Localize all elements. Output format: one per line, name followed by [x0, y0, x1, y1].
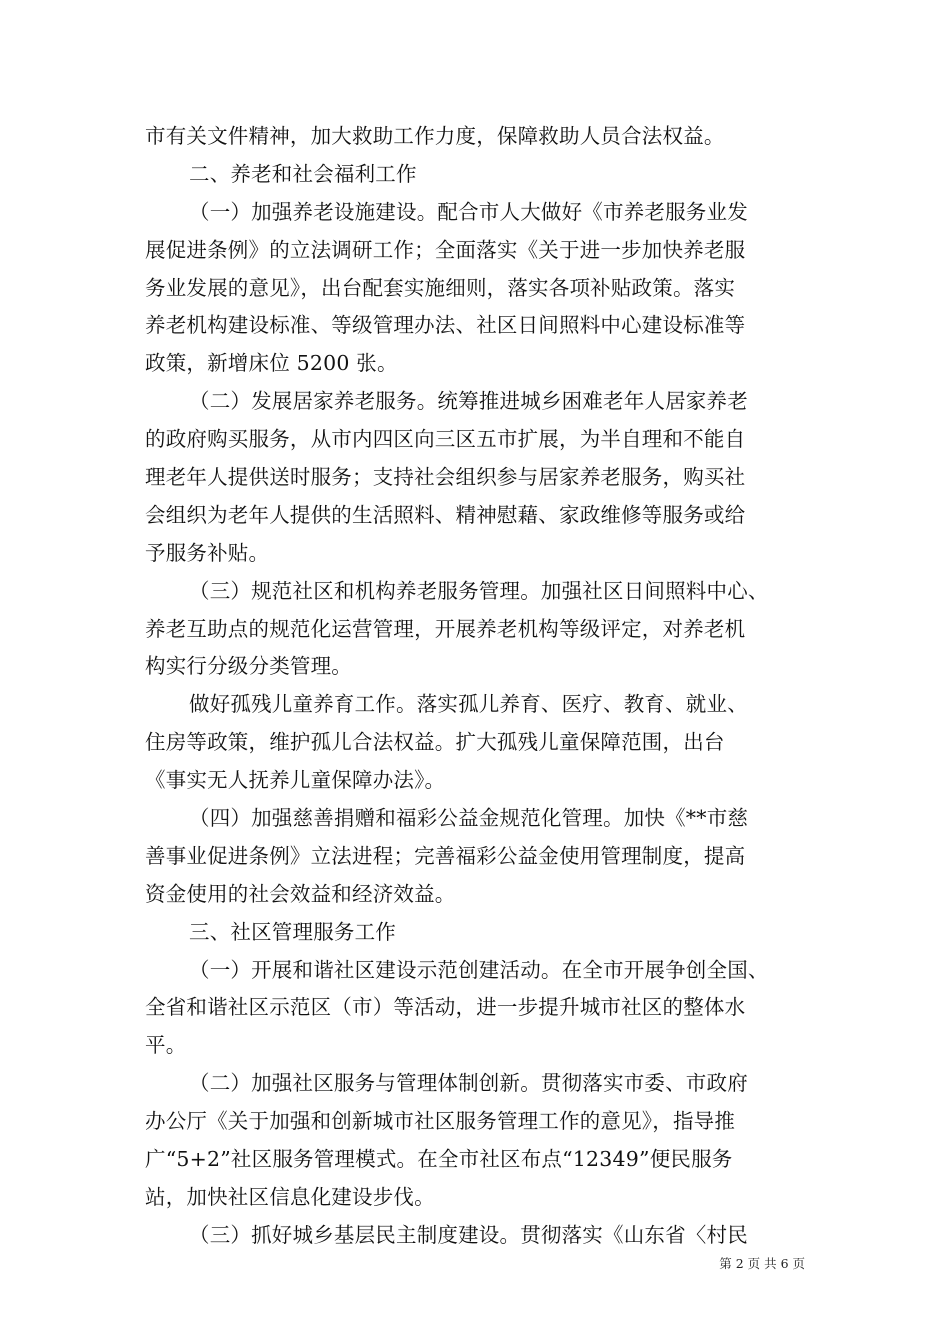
text-line: 做好孤残儿童养育工作。落实孤儿养育、医疗、教育、就业、: [189, 692, 748, 717]
text-line: 全省和谐社区示范区（市）等活动，进一步提升城市社区的整体水: [145, 995, 746, 1020]
text-line: 三、社区管理服务工作: [189, 919, 396, 944]
text-line: （三）抓好城乡基层民主制度建设。贯彻落实《山东省〈村民: [189, 1222, 748, 1247]
page-number-footer: 第 2 页 共 6 页: [719, 1256, 805, 1271]
text-line: 理老年人提供送时服务；支持社会组织参与居家养老服务，购买社: [145, 465, 746, 490]
text-line: 二、养老和社会福利工作: [189, 161, 417, 186]
text-line: 善事业促进条例》立法进程；完善福彩公益金使用管理制度，提高: [145, 843, 746, 868]
text-line: （三）规范社区和机构养老服务管理。加强社区日间照料中心、: [189, 578, 769, 603]
text-line: 予服务补贴。: [145, 540, 270, 565]
text-line: 《事实无人抚养儿童保障办法》。: [145, 768, 446, 793]
text-line: 养老互助点的规范化运营管理，开展养老机构等级评定，对养老机: [145, 616, 746, 641]
text-line: 的政府购买服务，从市内四区向三区五市扩展，为半自理和不能自: [145, 427, 746, 452]
text-line: 站，加快社区信息化建设步伐。: [145, 1184, 435, 1209]
text-line: （一）加强养老设施建设。配合市人大做好《市养老服务业发: [189, 199, 748, 224]
text-line: 广“5+2”社区服务管理模式。在全市社区布点“12349”便民服务: [145, 1147, 733, 1172]
text-line: 构实行分级分类管理。: [145, 654, 352, 679]
text-line: 市有关文件精神，加大救助工作力度，保障救助人员合法权益。: [145, 124, 725, 148]
text-line: 平。: [145, 1033, 187, 1058]
text-line: （一）开展和谐社区建设示范创建活动。在全市开展争创全国、: [189, 957, 769, 982]
text-line: 展促进条例》的立法调研工作；全面落实《关于进一步加快养老服: [145, 237, 746, 262]
document-body: [145, 118, 810, 1255]
text-line: （四）加强慈善捐赠和福彩公益金规范化管理。加快《**市慈: [189, 806, 749, 831]
text-line: 住房等政策，维护孤儿合法权益。扩大孤残儿童保障范围，出台: [145, 730, 725, 755]
text-line: 办公厅《关于加强和创新城市社区服务管理工作的意见》，指导推: [145, 1109, 736, 1134]
text-line: 务业发展的意见》，出台配套实施细则，落实各项补贴政策。落实: [145, 275, 736, 300]
text-line: （二）加强社区服务与管理体制创新。贯彻落实市委、市政府: [189, 1071, 748, 1096]
text-line: 政策，新增床位 5200 张。: [145, 351, 398, 376]
text-line: （二）发展居家养老服务。统筹推进城乡困难老年人居家养老: [189, 389, 748, 414]
text-line: 会组织为老年人提供的生活照料、精神慰藉、家政维修等服务或给: [145, 502, 746, 527]
text-line: 养老机构建设标准、等级管理办法、社区日间照料中心建设标准等: [145, 313, 746, 338]
text-line: 资金使用的社会效益和经济效益。: [145, 881, 456, 906]
